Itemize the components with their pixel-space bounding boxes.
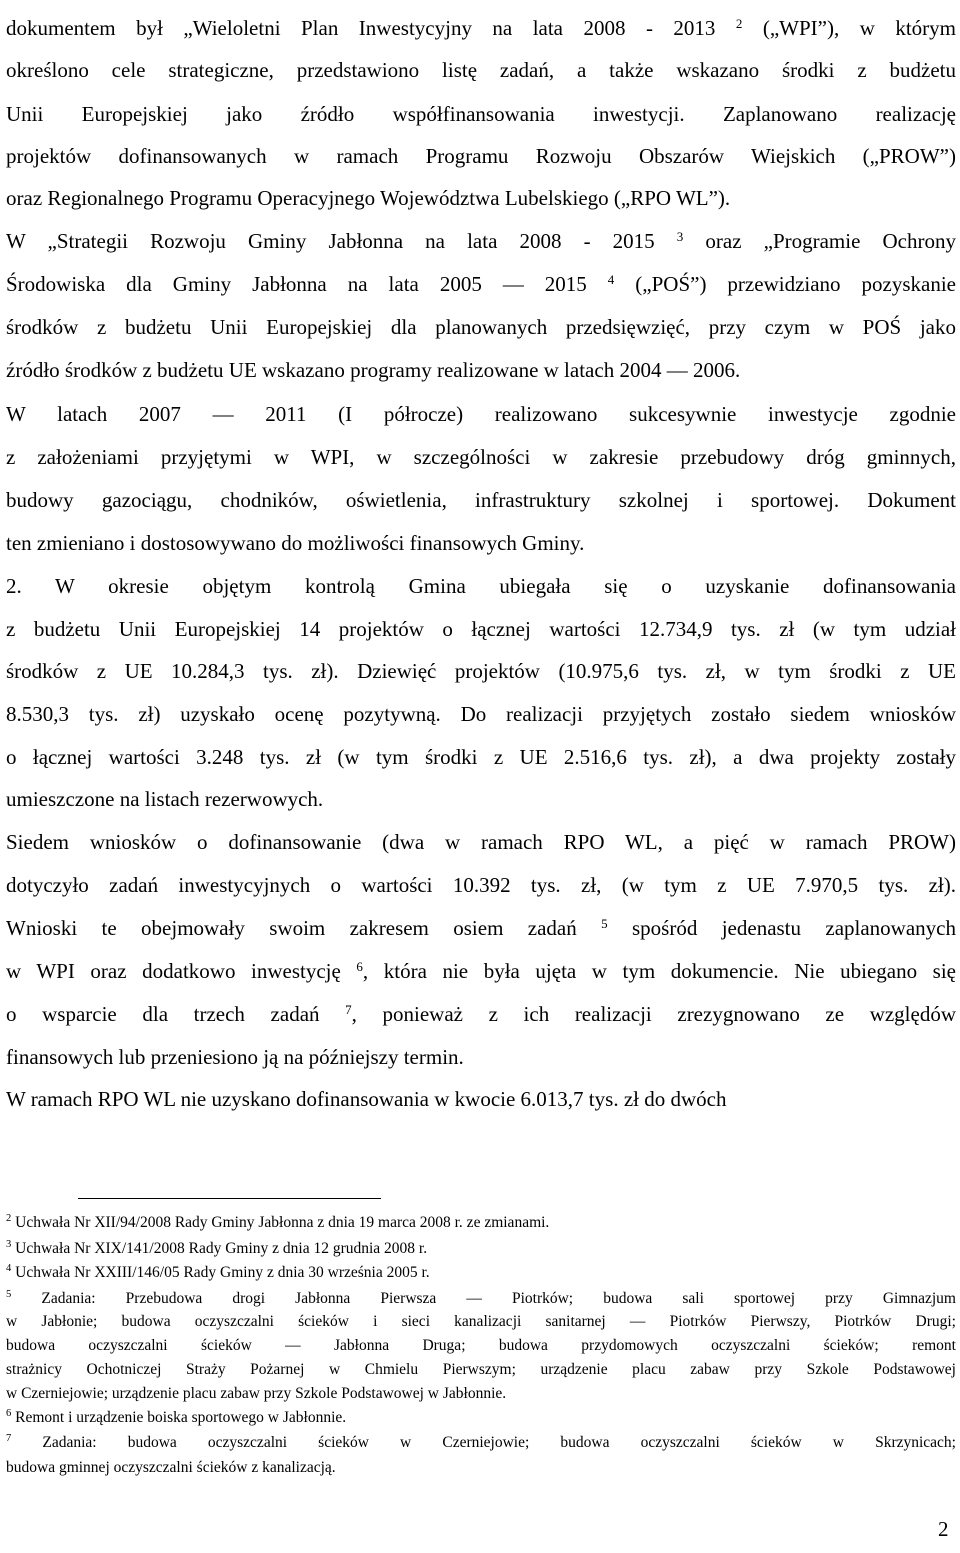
text-line: finansowych lub przeniesiono ją na późniejszy termin. [6,1045,464,1069]
text-line: określono cele strategiczne, przedstawiono listę zadań, a także wskazano środki z budżetu [6,58,956,82]
footnote-ref: 2 [6,1213,12,1225]
text-line: z budżetu Unii Europejskiej 14 projektów o łącznej wartości 12.734,9 tys. zł (w tym udział [6,617,956,641]
footnote-line: $^7$ Zadania: budowa oczyszczalni ścieków w Czerniejowie; budowa oczyszczalni ścieków w Skrzynicach; [6,1433,956,1451]
text-line: budowy gazociągu, chodników, oświetlenia, infrastruktury szkolnej i sportowej. Dokument [6,488,956,512]
footnote-ref: 4 [607,271,615,287]
text-line: Wnioski te obejmowały swoim zakresem osiem zadań $^5$ spośród jedenastu zaplanowanych [6,915,956,940]
footnote-ref: 3 [676,228,684,244]
footnote-line: $^4$ Uchwała Nr XXIII/146/05 Rady Gminy z dnia 30 września 2005 r. [6,1263,430,1281]
text-line: z założeniami przyjętymi w WPI, w szczególności w zakresie przebudowy dróg gminnych, [6,445,956,469]
footnote-line: w Jabłonie; budowa oczyszczalni ścieków i sieci kanalizacji sanitarnej — Piotrków Pierwszy, Piotrków Drugi; [6,1313,956,1330]
text-line: Unii Europejskiej jako źródło współfinansowania inwestycji. Zaplanowano realizację [6,102,956,126]
footnote-line: $^6$ Remont i urządzenie boiska sportowego w Jabłonnie. [6,1408,347,1426]
text-line: środków z budżetu Unii Europejskiej dla planowanych przedsięwzięć, przy czym w POŚ jako [6,315,956,339]
text-line: W „Strategii Rozwoju Gminy Jabłonna na lata 2008 - 2015 $^3$ oraz „Programie Ochrony [6,228,956,253]
text-line: oraz Regionalnego Programu Operacyjnego Województwa Lubelskiego („RPO WL”). [6,186,731,210]
text-line: o łącznej wartości 3.248 tys. zł (w tym środki z UE 2.516,6 tys. zł), a dwa projekty zostały [6,745,956,769]
text-line: dotyczyło zadań inwestycyjnych o wartości 10.392 tys. zł, (w tym z UE 7.970,5 tys. zł). [6,873,956,897]
text-line: Środowiska dla Gminy Jabłonna na lata 2005 — 2015 $^4$ („POŚ”) przewidziano pozyskanie [6,271,956,296]
footnote-ref: 7 [6,1433,12,1445]
text-line: 2. W okresie objętym kontrolą Gmina ubiegała się o uzyskanie dofinansowania [6,574,956,598]
footnote-ref: 3 [6,1239,12,1251]
text-line: o wsparcie dla trzech zadań $^7$, ponieważ z ich realizacji zrezygnowano ze względów [6,1001,956,1026]
page-number: 2 [938,1517,949,1541]
footnote-ref: 6 [356,958,363,974]
footnote-separator [78,1198,381,1199]
text-line: Siedem wniosków o dofinansowanie (dwa w ramach RPO WL, a pięć w ramach PROW) [6,830,956,854]
footnote-line: $^3$ Uchwała Nr XIX/141/2008 Rady Gminy z dnia 12 grudnia 2008 r. [6,1239,428,1257]
text-line: ten zmieniano i dostosowywano do możliwości finansowych Gminy. [6,531,585,555]
footnote-ref: 4 [6,1263,12,1275]
footnote-ref: 6 [6,1408,12,1420]
footnote-ref: 2 [735,15,743,31]
footnote-line: strażnicy Ochotniczej Straży Pożarnej w Chmielu Pierwszym; urządzenie placu zabaw przy Szkole Podstawowej [6,1361,956,1378]
text-line: projektów dofinansowanych w ramach Programu Rozwoju Obszarów Wiejskich („PROW”) [6,144,956,168]
footnote-line: w Czerniejowie; urządzenie placu zabaw przy Szkole Podstawowej w Jabłonnie. [6,1385,507,1402]
footnote-line: budowa oczyszczalni ścieków — Jabłonna Druga; budowa przydomowych oczyszczalni ścieków; remont [6,1337,956,1354]
text-line: źródło środków z budżetu UE wskazano programy realizowane w latach 2004 — 2006. [6,358,741,382]
text-line: środków z UE 10.284,3 tys. zł). Dziewięć projektów (10.975,6 tys. zł, w tym środki z UE [6,659,956,683]
text-line: W ramach RPO WL nie uzyskano dofinansowania w kwocie 6.013,7 tys. zł do dwóch [6,1087,727,1111]
footnote-line: budowa gminnej oczyszczalni ścieków z kanalizacją. [6,1459,336,1476]
text-line: umieszczone na listach rezerwowych. [6,787,324,811]
text-line: w WPI oraz dodatkowo inwestycję $^6$, która nie była ujęta w tym dokumencie. Nie ubiegano się [6,958,956,983]
footnote-ref: 5 [601,915,608,931]
footnote-ref: 7 [345,1001,352,1017]
text-line: W latach 2007 — 2011 (I półrocze) realizowano sukcesywnie inwestycje zgodnie [6,402,956,426]
text-line: dokumentem był „Wieloletni Plan Inwestycyjny na lata 2008 - 2013 $^2$ („WPI”), w którym [6,15,956,40]
text-line: 8.530,3 tys. zł) uzyskało ocenę pozytywną. Do realizacji przyjętych zostało siedem wniosków [6,702,956,726]
footnote-ref: 5 [6,1289,12,1301]
footnote-line: $^5$ Zadania: Przebudowa drogi Jabłonna Pierwsza — Piotrków; budowa sali sportowej przy Gimnazjum [6,1289,956,1307]
footnote-line: $^2$ Uchwała Nr XII/94/2008 Rady Gminy Jabłonna z dnia 19 marca 2008 r. ze zmianami. [6,1213,550,1231]
